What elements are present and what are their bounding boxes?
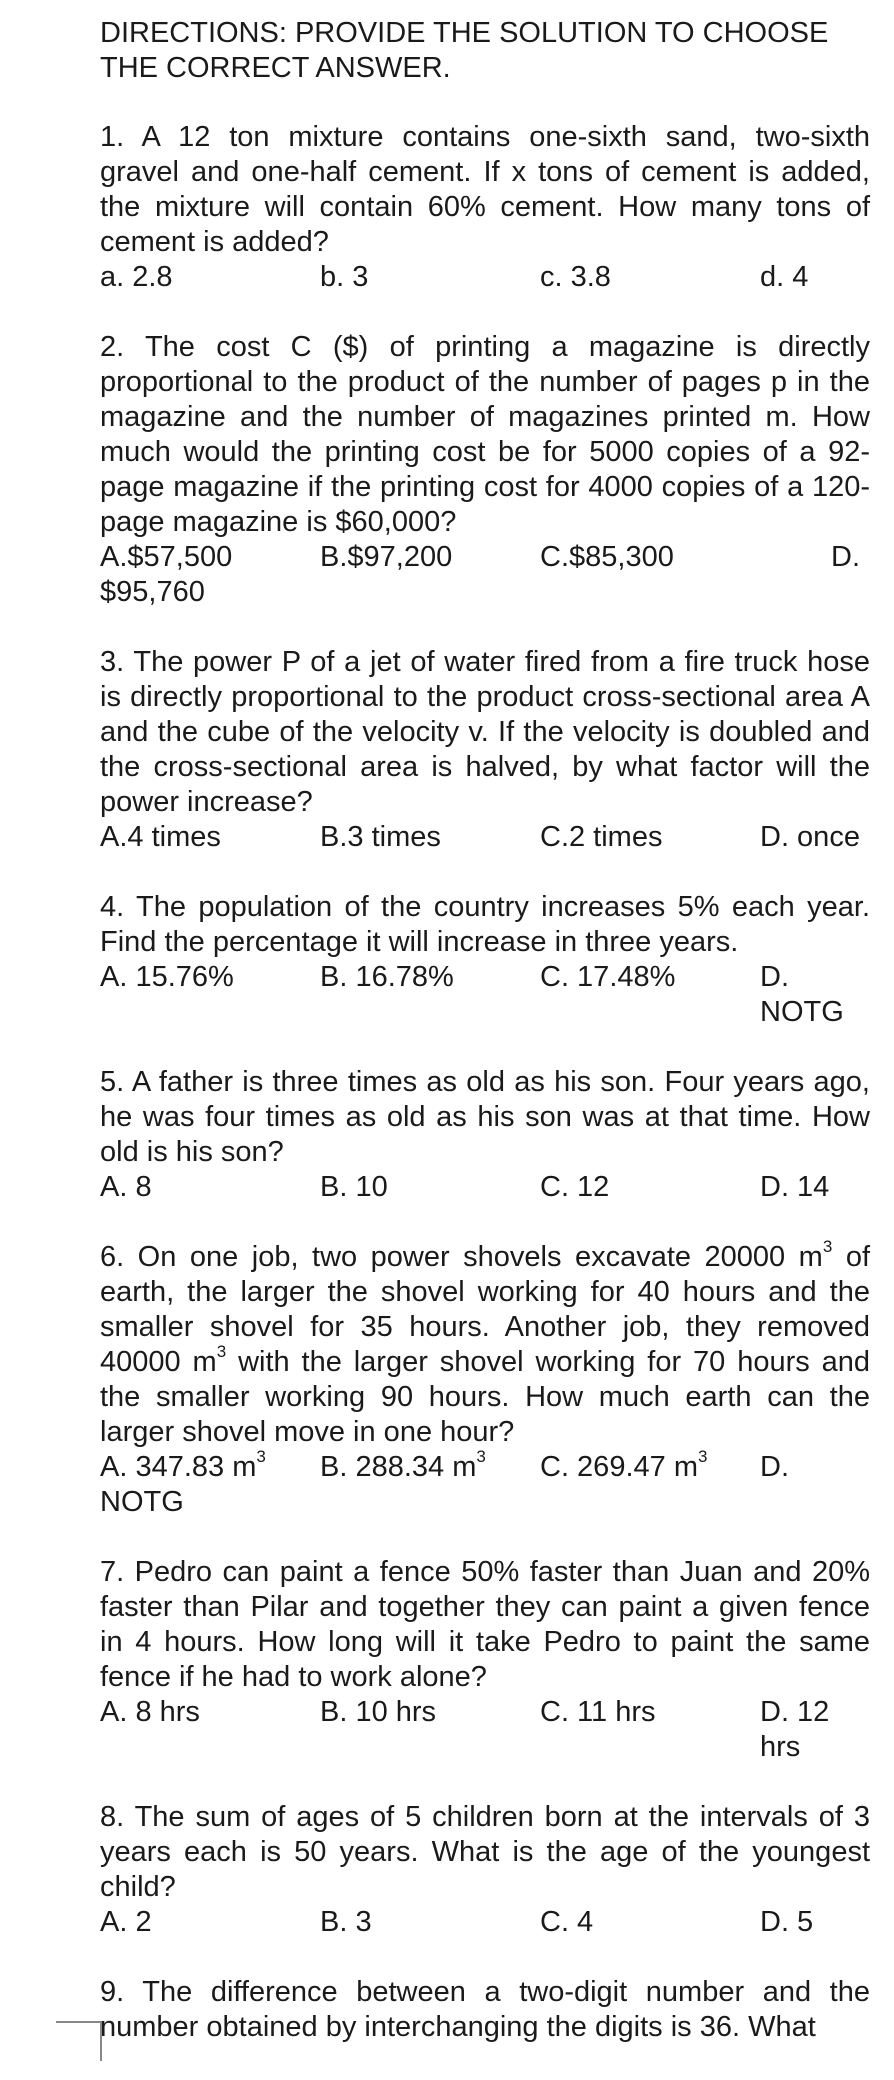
- exponent: 3: [216, 1342, 227, 1361]
- choice-d[interactable]: D. 12 hrs: [760, 1696, 830, 1763]
- question-4: [100, 890, 870, 1030]
- question-9: [100, 1975, 870, 2045]
- choice-d[interactable]: d. 4: [760, 261, 809, 293]
- choice-a[interactable]: [100, 1447, 320, 1485]
- question-7: [100, 1555, 870, 1765]
- choice-c[interactable]: C. 17.48%: [540, 961, 676, 993]
- choices: [100, 540, 870, 575]
- choice-c[interactable]: [540, 1447, 760, 1485]
- exponent: 3: [697, 1447, 708, 1466]
- choice-b[interactable]: B. 3: [320, 1906, 372, 1938]
- question-text: 8. The sum of ages of 5 children born at the intervals of 3 years each is 50 years. What is the age of the youngest child?: [100, 1801, 870, 1903]
- question-text-part: 6. On one job, two power shovels excavate 20000 m: [100, 1241, 823, 1273]
- choice-d-label[interactable]: D.: [760, 1451, 789, 1483]
- worksheet: [100, 16, 870, 2080]
- choice-c[interactable]: C. 11 hrs: [540, 1696, 656, 1728]
- question-8: [100, 1800, 870, 1940]
- choice-c[interactable]: C.2 times: [540, 821, 663, 853]
- question-text: 1. A 12 ton mixture contains one-sixth sand, two-sixth gravel and one-half cement. If x tons of cement is added, the mixture will contain 60% cement. How many tons of cement is added?: [100, 121, 870, 258]
- choice-b[interactable]: [320, 1447, 540, 1485]
- choice-b[interactable]: B. 16.78%: [320, 961, 454, 993]
- choices: [100, 960, 870, 1030]
- page-corner-mark: [56, 2021, 102, 2061]
- choices: [100, 820, 870, 855]
- choice-d[interactable]: D. 14: [760, 1171, 830, 1203]
- choice-a[interactable]: A.4 times: [100, 821, 221, 853]
- exponent: 3: [822, 1237, 833, 1256]
- choice-c[interactable]: C.$85,300: [540, 541, 674, 573]
- question-2: [100, 330, 870, 610]
- choice-b[interactable]: B.3 times: [320, 821, 441, 853]
- choice-d[interactable]: D. 5: [760, 1906, 814, 1938]
- choice-d-value[interactable]: $95,760: [100, 576, 205, 608]
- choice-c[interactable]: C. 12: [540, 1171, 610, 1203]
- choice-a[interactable]: a. 2.8: [100, 261, 173, 293]
- choice-b[interactable]: b. 3: [320, 261, 369, 293]
- question-text: 9. The difference between a two-digit number and the number obtained by interchanging the digits is 36. What: [100, 1976, 870, 2043]
- choice-d[interactable]: D. once: [760, 821, 860, 853]
- question-text: 4. The population of the country increases 5% each year. Find the percentage it will increase in three years.: [100, 891, 870, 958]
- choice-text: C. 269.47 m: [540, 1451, 698, 1483]
- choice-a[interactable]: A. 8 hrs: [100, 1696, 200, 1728]
- choice-d-label[interactable]: D.: [831, 541, 860, 573]
- choice-b[interactable]: B.$97,200: [320, 541, 453, 573]
- directions-heading: DIRECTIONS: PROVIDE THE SOLUTION TO CHOOSE THE CORRECT ANSWER.: [100, 17, 829, 84]
- choice-d[interactable]: D. NOTG: [760, 961, 844, 1028]
- question-text: 2. The cost C ($) of printing a magazine is directly proportional to the product of the number of pages p in the magazine and the number of magazines printed m. How much would the printing cost be for 5000 copies of a 92-page magazine if the printing cost for 4000 copies of a 120-page magazine is $60,000?: [100, 331, 870, 538]
- question-3: [100, 645, 870, 855]
- choice-a[interactable]: A. 2: [100, 1906, 152, 1938]
- question-text-part: with the larger shovel working for 70 hours and the smaller working 90 hours. How much earth can the larger shovel move in one hour?: [100, 1346, 871, 1448]
- choice-a[interactable]: A. 15.76%: [100, 961, 234, 993]
- question-text: 5. A father is three times as old as his son. Four years ago, he was four times as old as his son was at that time. How old is his son?: [100, 1066, 870, 1168]
- question-5: [100, 1065, 870, 1205]
- question-6: [100, 1237, 871, 1520]
- question-1: [100, 120, 870, 295]
- question-text-part: of earth, the larger the shovel working for 40 hours and the smaller shovel for 35 hours. Another job, they removed 40000 m: [100, 1241, 870, 1378]
- choice-a[interactable]: A.$57,500: [100, 541, 233, 573]
- choices: [100, 1695, 870, 1765]
- choice-d-value[interactable]: NOTG: [100, 1486, 184, 1518]
- choice-c[interactable]: c. 3.8: [540, 261, 611, 293]
- choices: [100, 1447, 870, 1485]
- exponent: 3: [476, 1447, 486, 1466]
- choice-a[interactable]: A. 8: [100, 1171, 152, 1203]
- choice-text: A. 347.83 m: [100, 1451, 257, 1483]
- choices: [100, 260, 870, 295]
- choice-c[interactable]: C. 4: [540, 1906, 594, 1938]
- exponent: 3: [256, 1447, 266, 1466]
- choices: [100, 1905, 870, 1940]
- choice-b[interactable]: B. 10 hrs: [320, 1696, 437, 1728]
- choice-text: B. 288.34 m: [320, 1451, 477, 1483]
- choice-b[interactable]: B. 10: [320, 1171, 388, 1203]
- question-text: [100, 1237, 871, 1450]
- choices: [100, 1170, 870, 1205]
- question-text: 3. The power P of a jet of water fired from a fire truck hose is directly proportional to the product cross-sectional area A and the cube of the velocity v. If the velocity is doubled and the cross-sectional area is halved, by what factor will the power increase?: [100, 646, 870, 818]
- question-text: 7. Pedro can paint a fence 50% faster than Juan and 20% faster than Pilar and together they can paint a given fence in 4 hours. How long will it take Pedro to paint the same fence if he had to work alone?: [100, 1556, 870, 1693]
